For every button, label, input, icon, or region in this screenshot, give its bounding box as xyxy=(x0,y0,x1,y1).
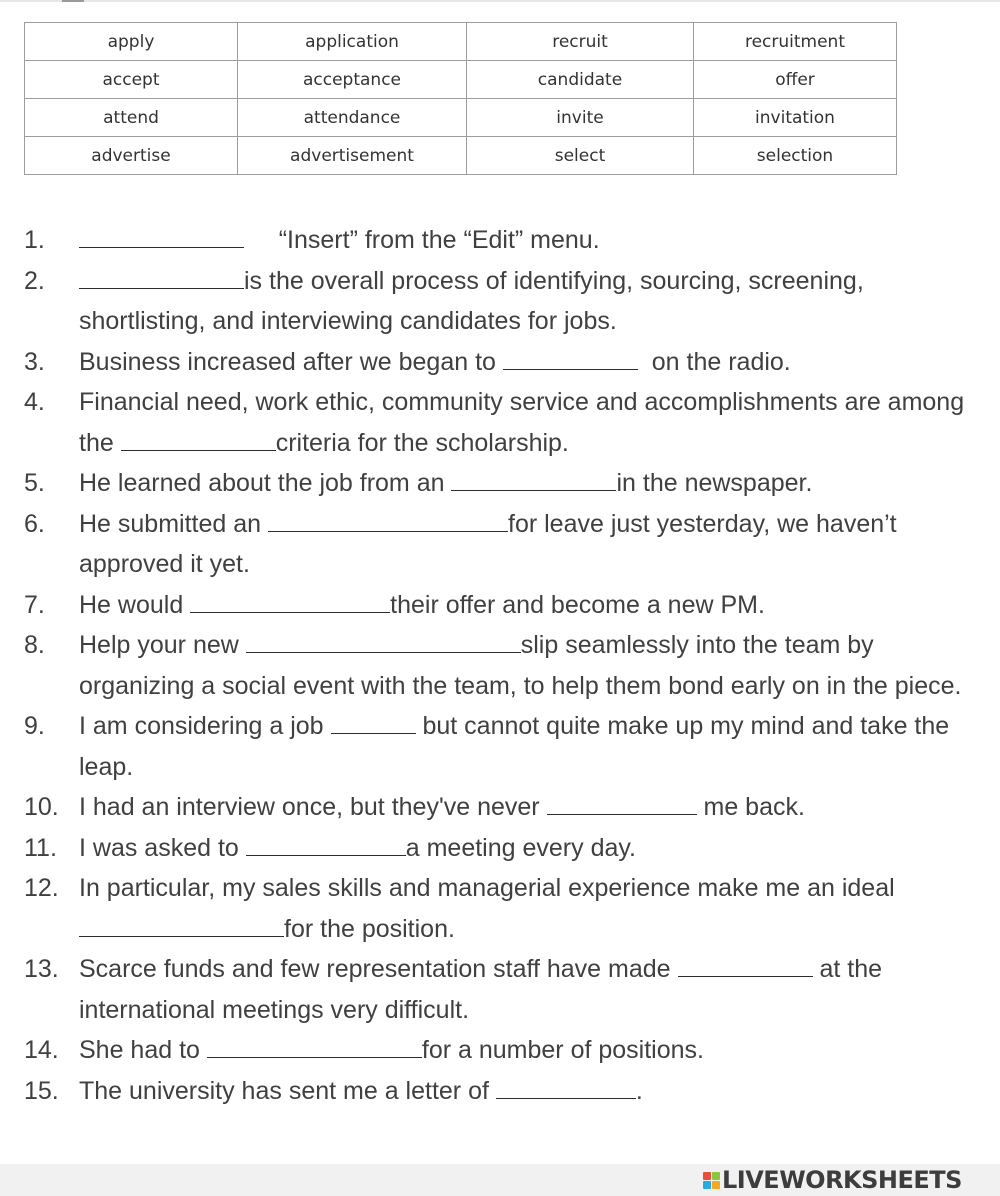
footer xyxy=(0,1164,1000,1196)
word-bank-row xyxy=(25,61,897,99)
question-item xyxy=(0,706,1000,787)
question-text-before: She had to xyxy=(79,1036,207,1064)
question-text xyxy=(79,706,974,787)
question-item xyxy=(0,342,1000,383)
question-text-after: at the international meetings very difficult. xyxy=(79,955,883,1024)
answer-blank[interactable] xyxy=(190,590,390,613)
question-text xyxy=(79,261,974,342)
question-text-before: He learned about the job from an xyxy=(79,469,452,497)
question-text-before: Business increased after we began to xyxy=(79,347,503,376)
question-text xyxy=(79,625,974,706)
question-text-before: He submitted an xyxy=(79,509,268,538)
word-bank-cell: offer xyxy=(694,61,897,99)
answer-blank[interactable] xyxy=(547,792,697,815)
word-bank-cell: acceptance xyxy=(238,61,467,99)
question-item xyxy=(0,585,1000,626)
answer-blank[interactable] xyxy=(451,468,616,491)
answer-blank[interactable] xyxy=(121,428,276,451)
question-number: 5. xyxy=(24,469,45,497)
word-bank-cell: apply xyxy=(25,23,238,61)
question-text-after: slip seamlessly into the team by organizing a social event with the team, to help them bond early on in the piece. xyxy=(79,631,962,700)
question-text-before: I had an interview once, but they've never xyxy=(79,793,547,821)
question-text-before: He would xyxy=(79,590,191,619)
answer-blank[interactable] xyxy=(331,711,416,734)
question-number: 9. xyxy=(24,712,45,740)
question-text xyxy=(79,220,974,261)
top-mark xyxy=(62,0,84,2)
question-item xyxy=(0,261,1000,342)
top-border xyxy=(0,0,1000,2)
question-text xyxy=(79,1071,974,1112)
word-bank-cell: attend xyxy=(25,99,238,137)
question-text-before: The university has sent me a letter of xyxy=(79,1076,496,1105)
question-number: 4. xyxy=(24,388,45,416)
question-text-after: a meeting every day. xyxy=(405,833,636,862)
question-text-before: Scarce funds and few representation staff have made xyxy=(79,955,678,983)
word-bank-cell: selection xyxy=(694,137,897,175)
question-text xyxy=(79,868,974,949)
word-bank-row xyxy=(25,99,897,137)
question-item xyxy=(0,504,1000,585)
question-text-after: in the newspaper. xyxy=(616,469,813,497)
word-bank-cell: advertise xyxy=(25,137,238,175)
question-text xyxy=(79,787,974,828)
answer-blank[interactable] xyxy=(246,833,406,856)
question-item xyxy=(0,949,1000,1030)
question-item xyxy=(0,463,1000,504)
word-bank-cell: invitation xyxy=(694,99,897,137)
question-number: 2. xyxy=(24,266,45,295)
question-text-after: their offer and become a new PM. xyxy=(390,590,765,619)
word-bank-row xyxy=(25,23,897,61)
question-text-before: In particular, my sales skills and managerial experience make me an ideal xyxy=(79,874,895,902)
question-item xyxy=(0,868,1000,949)
answer-blank[interactable] xyxy=(79,225,244,248)
answer-blank[interactable] xyxy=(246,630,521,653)
word-bank-cell: candidate xyxy=(467,61,694,99)
word-bank-cell: invite xyxy=(467,99,694,137)
word-bank-row xyxy=(25,137,897,175)
question-number: 15. xyxy=(24,1076,59,1105)
question-text xyxy=(79,1030,974,1071)
question-number: 13. xyxy=(24,955,59,983)
question-number: 6. xyxy=(24,509,45,538)
question-text xyxy=(79,828,974,869)
answer-blank[interactable] xyxy=(503,347,638,370)
question-text-after: but cannot quite make up my mind and take the leap. xyxy=(79,712,950,781)
word-bank-cell: accept xyxy=(25,61,238,99)
answer-blank[interactable] xyxy=(268,509,508,532)
question-number: 7. xyxy=(24,590,45,619)
question-text-before: I was asked to xyxy=(79,833,246,862)
question-item xyxy=(0,1030,1000,1071)
word-bank-table xyxy=(24,22,897,175)
question-number: 3. xyxy=(24,347,45,376)
question-text xyxy=(79,949,974,1030)
word-bank-cell: application xyxy=(238,23,467,61)
question-text-before: Financial need, work ethic, community service and accomplishments are among the xyxy=(79,388,965,457)
word-bank-cell: select xyxy=(467,137,694,175)
question-number: 14. xyxy=(24,1036,59,1064)
question-item xyxy=(0,382,1000,463)
question-number: 1. xyxy=(24,226,45,254)
question-text-after: for the position. xyxy=(284,914,455,943)
question-number: 12. xyxy=(24,874,59,902)
answer-blank[interactable] xyxy=(207,1035,422,1058)
question-text-after: . xyxy=(635,1076,643,1105)
liveworksheets-logo-icon xyxy=(703,1172,720,1189)
question-item xyxy=(0,220,1000,261)
answer-blank[interactable] xyxy=(678,954,813,977)
question-text-after: on the radio. xyxy=(637,347,791,376)
question-text-after: criteria for the scholarship. xyxy=(275,428,569,457)
answer-blank[interactable] xyxy=(79,266,244,289)
word-bank-cell: recruitment xyxy=(694,23,897,61)
question-text xyxy=(79,342,974,383)
brand-name: LIVEWORKSHEETS xyxy=(722,1166,962,1194)
question-item xyxy=(0,625,1000,706)
question-text xyxy=(79,382,974,463)
answer-blank[interactable] xyxy=(496,1076,636,1099)
question-item xyxy=(0,787,1000,828)
question-text-after: me back. xyxy=(696,793,805,821)
word-bank-cell: advertisement xyxy=(238,137,467,175)
question-text xyxy=(79,585,974,626)
question-text-after: for leave just yesterday, we haven’t approved it yet. xyxy=(79,509,897,578)
question-text-after: for a number of positions. xyxy=(421,1036,704,1064)
question-text xyxy=(79,463,974,504)
question-item xyxy=(0,828,1000,869)
question-text-before: Help your new xyxy=(79,631,246,659)
question-list xyxy=(0,220,1000,1111)
question-item xyxy=(0,1071,1000,1112)
question-number: 11. xyxy=(24,833,57,862)
question-text-after: “Insert” from the “Edit” menu. xyxy=(244,226,600,254)
question-text xyxy=(79,504,974,585)
word-bank-cell: recruit xyxy=(467,23,694,61)
question-text-after: is the overall process of identifying, sourcing, screening, shortlisting, and interviewing candidates for jobs. xyxy=(79,266,864,335)
word-bank-cell: attendance xyxy=(238,99,467,137)
question-number: 8. xyxy=(24,631,45,659)
question-number: 10. xyxy=(24,793,59,821)
question-text-before: I am considering a job xyxy=(79,712,331,740)
answer-blank[interactable] xyxy=(79,914,284,937)
